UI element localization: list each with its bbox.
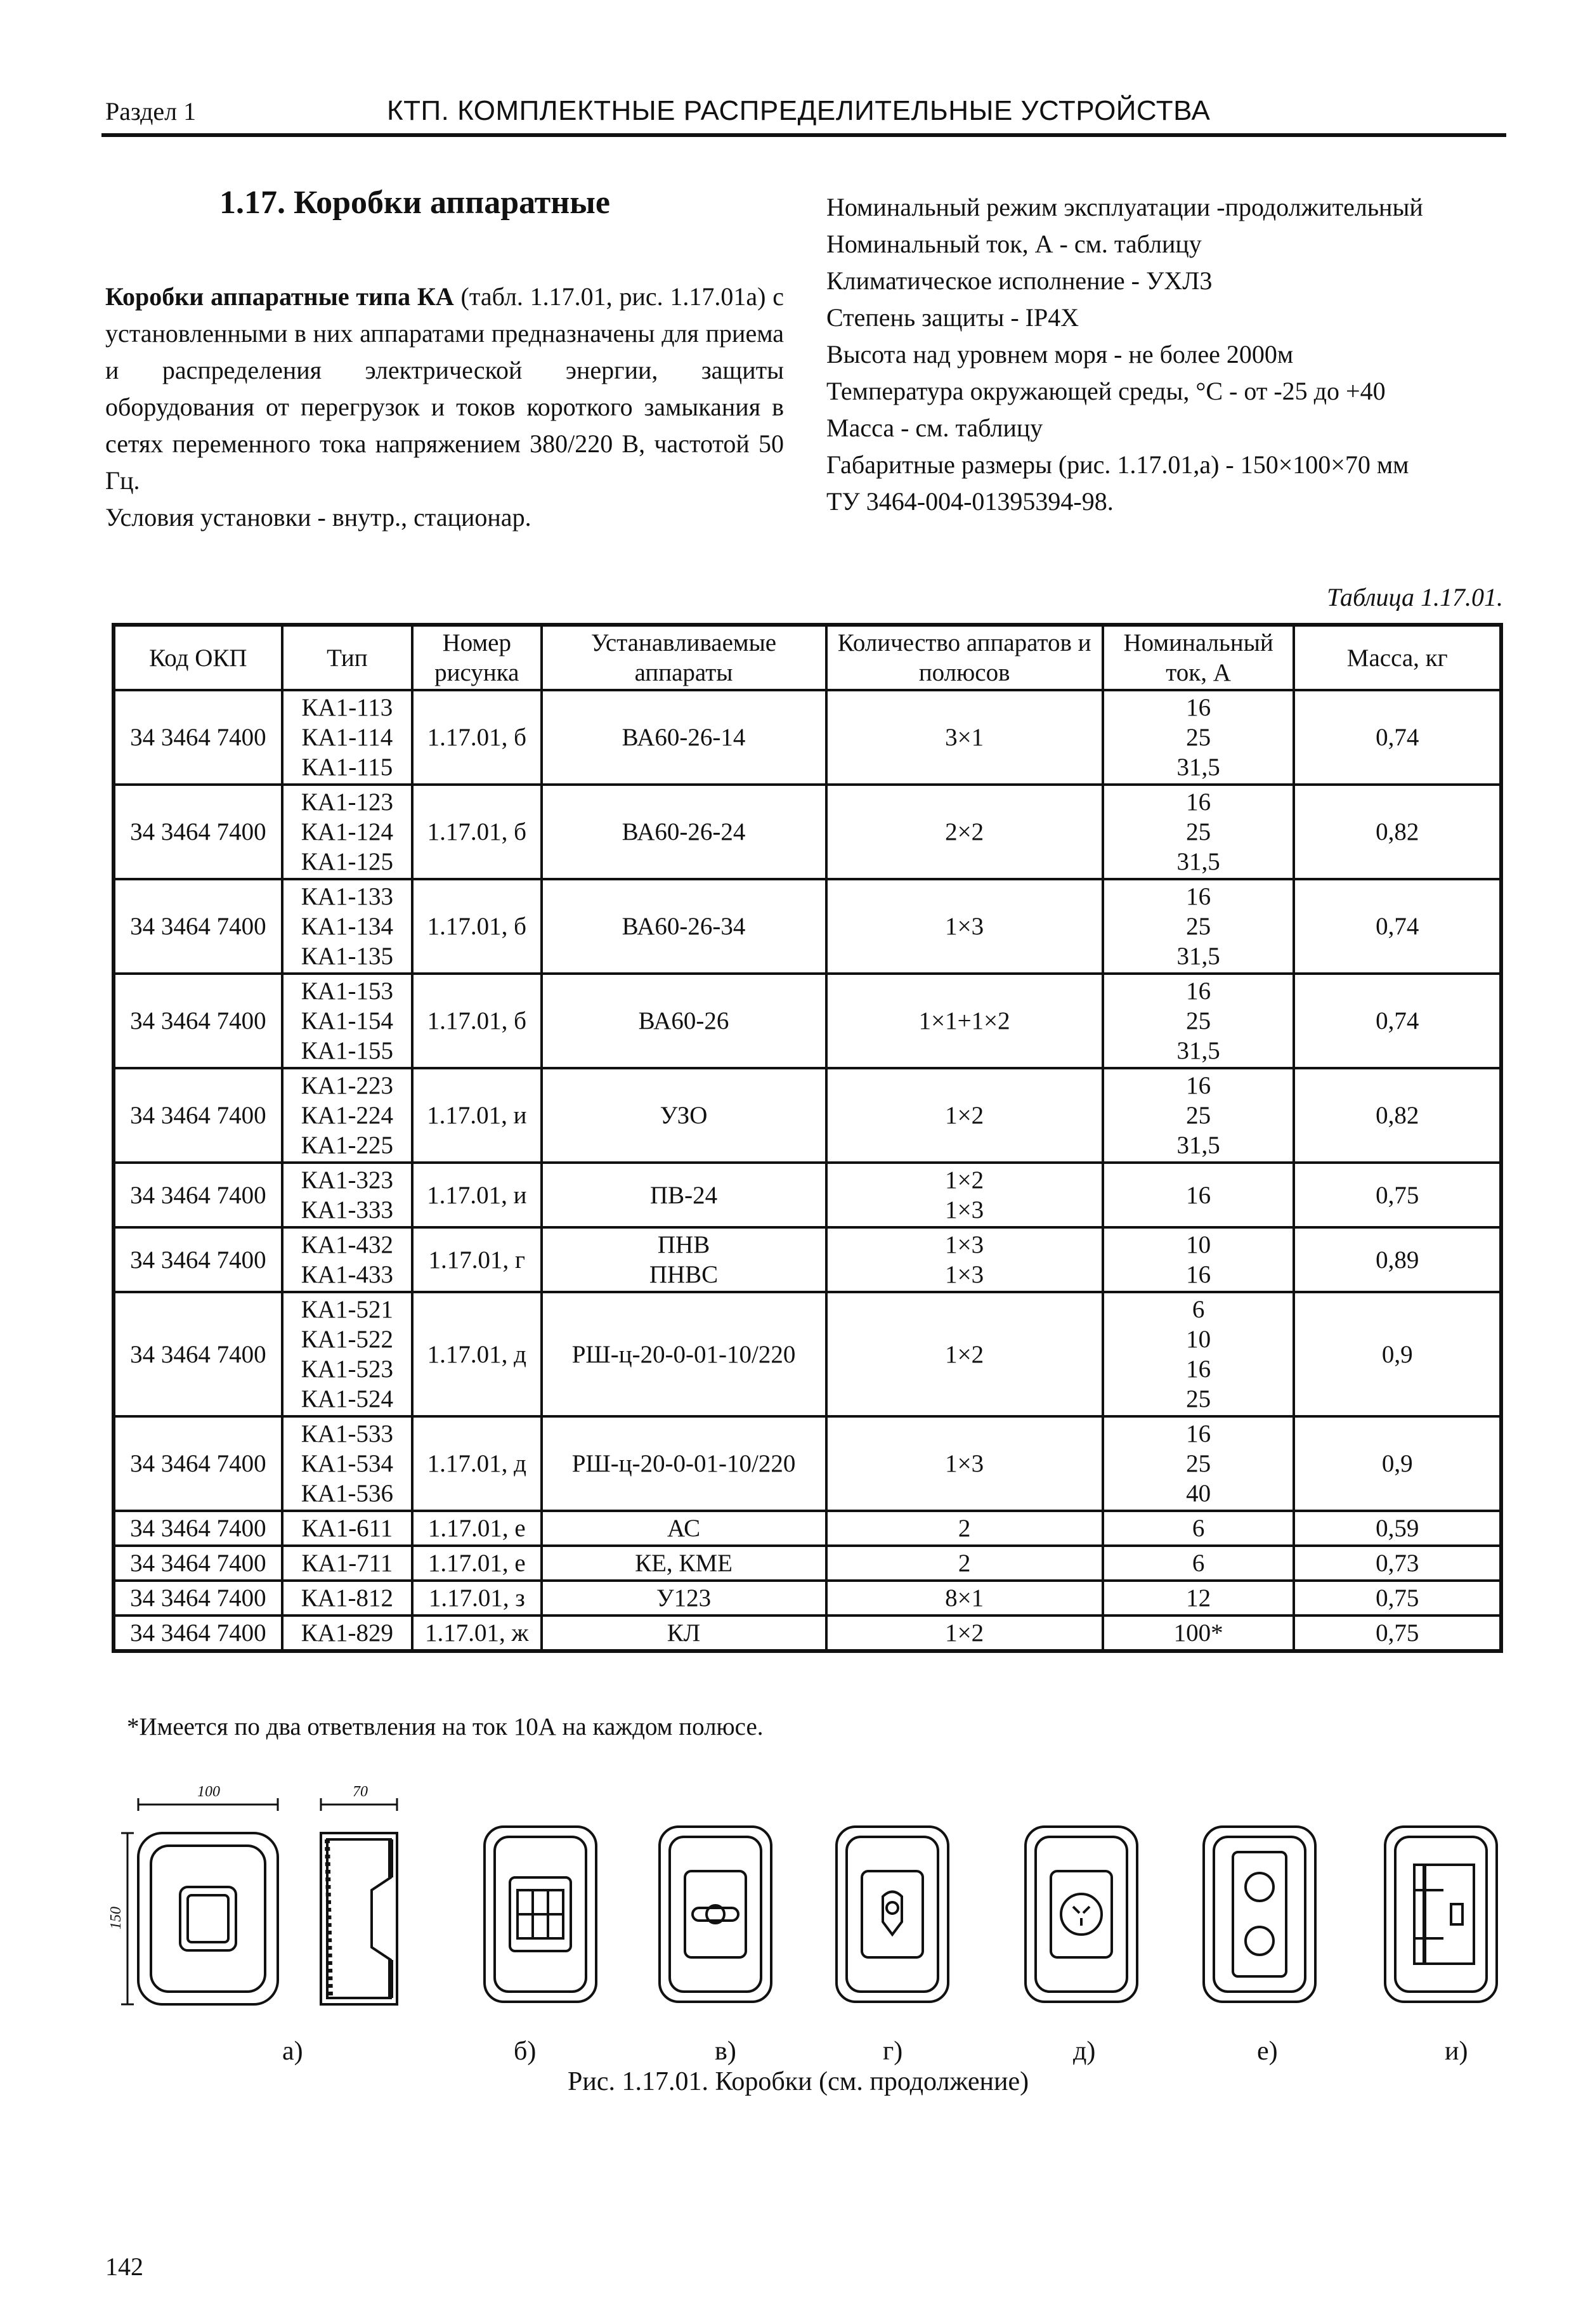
cell-qty (826, 1227, 1103, 1292)
current-line: 25 (1186, 1102, 1211, 1129)
types-line: КА1-521 (301, 1296, 393, 1323)
types-line: КА1-224 (301, 1102, 393, 1129)
current-line: 31,5 (1176, 943, 1220, 970)
cell-mass: 0,75 (1294, 1163, 1501, 1227)
spec-line: Температура окружающей среды, °С - от -25 до +40 (826, 377, 1386, 405)
cell-apparatus (542, 1511, 826, 1546)
cell-mass: 0,75 (1294, 1616, 1501, 1651)
qty-line: 2 (958, 1515, 971, 1542)
cell-qty (826, 974, 1103, 1068)
cell-types (282, 1227, 412, 1292)
apparatus-line: ВА60-26 (638, 1007, 729, 1035)
apparatus-line: ПНВ (657, 1231, 710, 1258)
apparatus-line: У123 (656, 1584, 712, 1612)
cell-current (1103, 1068, 1294, 1163)
cell-code: 34 3464 7400 (114, 1292, 282, 1416)
table-row (114, 690, 1501, 785)
types-line: КА1-611 (301, 1515, 393, 1542)
apparatus-line: ВА60-26-14 (622, 724, 746, 751)
current-line: 31,5 (1176, 1132, 1220, 1159)
current-line: 6 (1192, 1550, 1205, 1577)
types-line: КА1-123 (301, 788, 393, 816)
cell-qty (826, 1581, 1103, 1616)
current-line: 16 (1186, 883, 1211, 910)
figure-caption: Рис. 1.17.01. Коробки (см. продолжение) (568, 2067, 1029, 2096)
section-title: КТП. КОМПЛЕКТНЫЕ РАСПРЕДЕЛИТЕЛЬНЫЕ УСТРОЙСТВА (387, 95, 1211, 126)
current-line: 6 (1192, 1296, 1205, 1323)
cell-apparatus (542, 1068, 826, 1163)
cell-fig: 1.17.01, и (412, 1068, 542, 1163)
qty-line: 1×2 (945, 1102, 984, 1129)
label-a: а) (282, 2037, 303, 2066)
current-line: 25 (1186, 1385, 1211, 1413)
current-line: 31,5 (1176, 1037, 1220, 1064)
current-line: 16 (1186, 977, 1211, 1005)
label-g: г) (883, 2037, 903, 2066)
qty-line: 8×1 (945, 1584, 984, 1612)
cell-current (1103, 690, 1294, 785)
current-line: 12 (1186, 1584, 1211, 1612)
qty-line: 1×3 (945, 913, 984, 940)
types-line: КА1-323 (301, 1166, 393, 1194)
spec-line: Климатическое исполнение - УХЛ3 (826, 266, 1213, 295)
cell-apparatus (542, 1581, 826, 1616)
table-row (114, 1163, 1501, 1227)
qty-line: 1×2 (945, 1619, 984, 1647)
current-line: 16 (1186, 1072, 1211, 1099)
label-d: д) (1073, 2037, 1096, 2066)
cell-types (282, 1163, 412, 1227)
cell-apparatus (542, 1416, 826, 1511)
col-header: Устанавливаемые аппараты (542, 625, 826, 690)
types-line: КА1-533 (301, 1420, 393, 1447)
apparatus-line: ПВ-24 (649, 1181, 718, 1209)
col-header: Номер рисунка (412, 625, 542, 690)
apparatus-line: ПНВС (649, 1261, 719, 1288)
cell-code: 34 3464 7400 (114, 974, 282, 1068)
cell-current (1103, 1416, 1294, 1511)
qty-line: 3×1 (945, 724, 984, 751)
qty-line: 2×2 (945, 818, 984, 845)
col-header: Масса, кг (1294, 625, 1501, 690)
cell-apparatus (542, 974, 826, 1068)
cell-code: 34 3464 7400 (114, 690, 282, 785)
cell-code: 34 3464 7400 (114, 1227, 282, 1292)
types-line: КА1-536 (301, 1480, 393, 1507)
cell-apparatus (542, 1616, 826, 1651)
types-line: КА1-432 (301, 1231, 393, 1258)
types-line: КА1-155 (301, 1037, 393, 1064)
cell-types (282, 1581, 412, 1616)
spec-line: Высота над уровнем моря - не более 2000м (826, 340, 1294, 369)
spec-line: Номинальный ток, А - см. таблицу (826, 230, 1202, 258)
cell-fig: 1.17.01, ж (412, 1616, 542, 1651)
label-e: е) (1257, 2037, 1278, 2066)
cell-mass: 0,73 (1294, 1546, 1501, 1581)
qty-line: 1×2 (945, 1166, 984, 1194)
types-line: КА1-711 (301, 1550, 393, 1577)
cell-code: 34 3464 7400 (114, 1546, 282, 1581)
cell-mass: 0,9 (1294, 1292, 1501, 1416)
footnote: *Имеется по два ответвления на ток 10А на каждом полюсе. (127, 1713, 764, 1740)
box-d (1026, 1827, 1137, 2002)
cell-qty (826, 1416, 1103, 1511)
col-header: Номинальный ток, А (1103, 625, 1294, 690)
col-header: Тип (282, 625, 412, 690)
types-line: КА1-154 (301, 1007, 393, 1035)
current-line: 16 (1186, 1261, 1211, 1288)
types-line: КА1-812 (301, 1584, 393, 1612)
chapter-heading: 1.17. Коробки аппаратные (219, 185, 610, 221)
cell-fig: 1.17.01, и (412, 1163, 542, 1227)
cell-fig: 1.17.01, е (412, 1511, 542, 1546)
types-line: КА1-133 (301, 883, 393, 910)
cell-types (282, 1616, 412, 1651)
current-line: 16 (1186, 1181, 1211, 1209)
apparatus-line: РШ-ц-20-0-01-10/220 (571, 1340, 796, 1368)
qty-line: 1×3 (945, 1261, 984, 1288)
dim-depth: 70 (353, 1784, 368, 1800)
cell-fig: 1.17.01, д (412, 1292, 542, 1416)
types-line: КА1-134 (301, 913, 393, 940)
cell-current (1103, 1581, 1294, 1616)
types-line: КА1-524 (301, 1385, 393, 1413)
box-i (1385, 1827, 1497, 2002)
intro-paragraph (105, 278, 784, 499)
types-line: КА1-223 (301, 1072, 393, 1099)
cell-mass: 0,74 (1294, 879, 1501, 974)
intro-text: (табл. 1.17.01, рис. 1.17.01а) с установленными в них аппаратами предназначены для приема и распределения электрической энергии, защиты оборудования от перегрузок и токов короткого замыкания в сетях переменного тока напряжением 380/220 В, частотой 50 Гц. (105, 282, 784, 495)
cell-types (282, 1511, 412, 1546)
table-row (114, 1616, 1501, 1651)
cell-apparatus (542, 785, 826, 879)
spec-line: Номинальный режим эксплуатации -продолжительный (826, 193, 1423, 221)
install-conditions: Условия установки - внутр., стационар. (105, 503, 531, 532)
dim-width: 100 (197, 1784, 220, 1800)
cell-fig: 1.17.01, г (412, 1227, 542, 1292)
types-line: КА1-522 (301, 1326, 393, 1353)
types-line: КА1-333 (301, 1196, 393, 1224)
spec-line: Масса - см. таблицу (826, 414, 1043, 442)
cell-apparatus (542, 1292, 826, 1416)
figure-boxes (108, 1763, 1507, 2030)
label-i: и) (1445, 2037, 1468, 2066)
cell-mass: 0,74 (1294, 974, 1501, 1068)
current-line: 25 (1186, 1007, 1211, 1035)
current-line: 40 (1186, 1480, 1211, 1507)
cell-apparatus (542, 1227, 826, 1292)
table-row (114, 1511, 1501, 1546)
qty-line: 2 (958, 1550, 971, 1577)
table-row (114, 879, 1501, 974)
box-v (660, 1827, 771, 2002)
apparatus-line: РШ-ц-20-0-01-10/220 (571, 1450, 796, 1477)
cell-qty (826, 1292, 1103, 1416)
box-a-side (321, 1798, 397, 2004)
cell-current (1103, 1227, 1294, 1292)
cell-current (1103, 1511, 1294, 1546)
current-line: 16 (1186, 788, 1211, 816)
spec-table (112, 623, 1503, 1653)
cell-qty (826, 1068, 1103, 1163)
types-line: КА1-433 (301, 1261, 393, 1288)
apparatus-line: АС (667, 1515, 701, 1542)
cell-code: 34 3464 7400 (114, 1511, 282, 1546)
current-line: 31,5 (1176, 754, 1220, 781)
cell-apparatus (542, 690, 826, 785)
cell-current (1103, 1292, 1294, 1416)
cell-code: 34 3464 7400 (114, 1581, 282, 1616)
box-a-front (121, 1798, 278, 2004)
table-row (114, 1546, 1501, 1581)
cell-fig: 1.17.01, б (412, 785, 542, 879)
box-b (485, 1827, 596, 2002)
cell-types (282, 690, 412, 785)
cell-qty (826, 1511, 1103, 1546)
cell-qty (826, 879, 1103, 974)
qty-line: 1×3 (945, 1231, 984, 1258)
apparatus-line: УЗО (660, 1102, 708, 1129)
cell-types (282, 1068, 412, 1163)
cell-current (1103, 785, 1294, 879)
cell-types (282, 879, 412, 974)
spec-list (826, 189, 1511, 520)
current-line: 31,5 (1176, 848, 1220, 875)
current-line: 6 (1192, 1515, 1205, 1542)
qty-line: 1×2 (945, 1340, 984, 1368)
types-line: КА1-135 (301, 943, 393, 970)
apparatus-line: ВА60-26-34 (622, 913, 746, 940)
cell-fig: 1.17.01, б (412, 690, 542, 785)
label-v: в) (715, 2037, 736, 2066)
current-line: 10 (1186, 1326, 1211, 1353)
current-line: 25 (1186, 1450, 1211, 1477)
dim-height: 150 (108, 1907, 124, 1929)
types-line: КА1-114 (301, 724, 393, 751)
spec-line: ТУ 3464-004-01395394-98. (826, 487, 1114, 516)
cell-code: 34 3464 7400 (114, 1068, 282, 1163)
qty-line: 1×3 (945, 1450, 984, 1477)
cell-code: 34 3464 7400 (114, 1616, 282, 1651)
cell-current (1103, 1163, 1294, 1227)
types-line: КА1-113 (301, 694, 393, 721)
cell-types (282, 974, 412, 1068)
col-header: Количество аппаратов и полюсов (826, 625, 1103, 690)
figure-drawing (108, 1763, 1507, 2030)
cell-qty (826, 1163, 1103, 1227)
current-line: 10 (1186, 1231, 1211, 1258)
types-line: КА1-225 (301, 1132, 393, 1159)
types-line: КА1-124 (301, 818, 393, 845)
apparatus-line: ВА60-26-24 (622, 818, 746, 845)
cell-types (282, 785, 412, 879)
cell-apparatus (542, 1546, 826, 1581)
cell-fig: 1.17.01, б (412, 974, 542, 1068)
cell-qty (826, 690, 1103, 785)
cell-types (282, 1292, 412, 1416)
apparatus-line: КЛ (667, 1619, 701, 1647)
cell-current (1103, 1546, 1294, 1581)
types-line: КА1-829 (301, 1619, 393, 1647)
table-row (114, 1292, 1501, 1416)
table-row (114, 1581, 1501, 1616)
cell-fig: 1.17.01, е (412, 1546, 542, 1581)
table-row (114, 974, 1501, 1068)
current-line: 25 (1186, 724, 1211, 751)
table-header-row (114, 625, 1501, 690)
cell-current (1103, 1616, 1294, 1651)
types-line: КА1-153 (301, 977, 393, 1005)
page-header (101, 95, 1506, 131)
header-rule (101, 133, 1506, 137)
label-b: б) (514, 2037, 537, 2066)
page-number: 142 (105, 2252, 143, 2281)
cell-mass: 0,59 (1294, 1511, 1501, 1546)
qty-line: 1×1+1×2 (918, 1007, 1010, 1035)
cell-apparatus (542, 879, 826, 974)
box-g (837, 1827, 948, 2002)
apparatus-line: КЕ, КМЕ (635, 1550, 733, 1577)
cell-types (282, 1416, 412, 1511)
current-line: 16 (1186, 1420, 1211, 1447)
current-line: 16 (1186, 694, 1211, 721)
cell-current (1103, 879, 1294, 974)
cell-fig: 1.17.01, д (412, 1416, 542, 1511)
spec-line: Габаритные размеры (рис. 1.17.01,а) - 150×100×70 мм (826, 450, 1409, 479)
table-body (114, 690, 1501, 1651)
cell-fig: 1.17.01, б (412, 879, 542, 974)
types-line: КА1-115 (301, 754, 393, 781)
types-line: КА1-534 (301, 1450, 393, 1477)
cell-code: 34 3464 7400 (114, 879, 282, 974)
box-e (1204, 1827, 1315, 2002)
cell-mass: 0,75 (1294, 1581, 1501, 1616)
cell-code: 34 3464 7400 (114, 785, 282, 879)
cell-mass: 0,89 (1294, 1227, 1501, 1292)
cell-qty (826, 785, 1103, 879)
cell-code: 34 3464 7400 (114, 1416, 282, 1511)
types-line: КА1-125 (301, 848, 393, 875)
current-line: 100* (1173, 1619, 1223, 1647)
current-line: 25 (1186, 818, 1211, 845)
table-row (114, 1227, 1501, 1292)
section-label: Раздел 1 (105, 97, 197, 126)
table-caption: Таблица 1.17.01. (1327, 583, 1503, 611)
table-row (114, 1416, 1501, 1511)
cell-types (282, 1546, 412, 1581)
col-header: Код ОКП (114, 625, 282, 690)
intro-column (105, 184, 784, 536)
cell-qty (826, 1546, 1103, 1581)
cell-code: 34 3464 7400 (114, 1163, 282, 1227)
cell-current (1103, 974, 1294, 1068)
cell-mass: 0,74 (1294, 690, 1501, 785)
cell-qty (826, 1616, 1103, 1651)
types-line: КА1-523 (301, 1355, 393, 1383)
cell-mass: 0,9 (1294, 1416, 1501, 1511)
cell-mass: 0,82 (1294, 785, 1501, 879)
cell-apparatus (542, 1163, 826, 1227)
table-row (114, 785, 1501, 879)
spec-line: Степень защиты - IP4X (826, 303, 1079, 332)
table-row (114, 1068, 1501, 1163)
qty-line: 1×3 (945, 1196, 984, 1224)
cell-fig: 1.17.01, з (412, 1581, 542, 1616)
intro-lead: Коробки аппаратные типа КА (105, 282, 454, 311)
cell-mass: 0,82 (1294, 1068, 1501, 1163)
current-line: 25 (1186, 913, 1211, 940)
current-line: 16 (1186, 1355, 1211, 1383)
